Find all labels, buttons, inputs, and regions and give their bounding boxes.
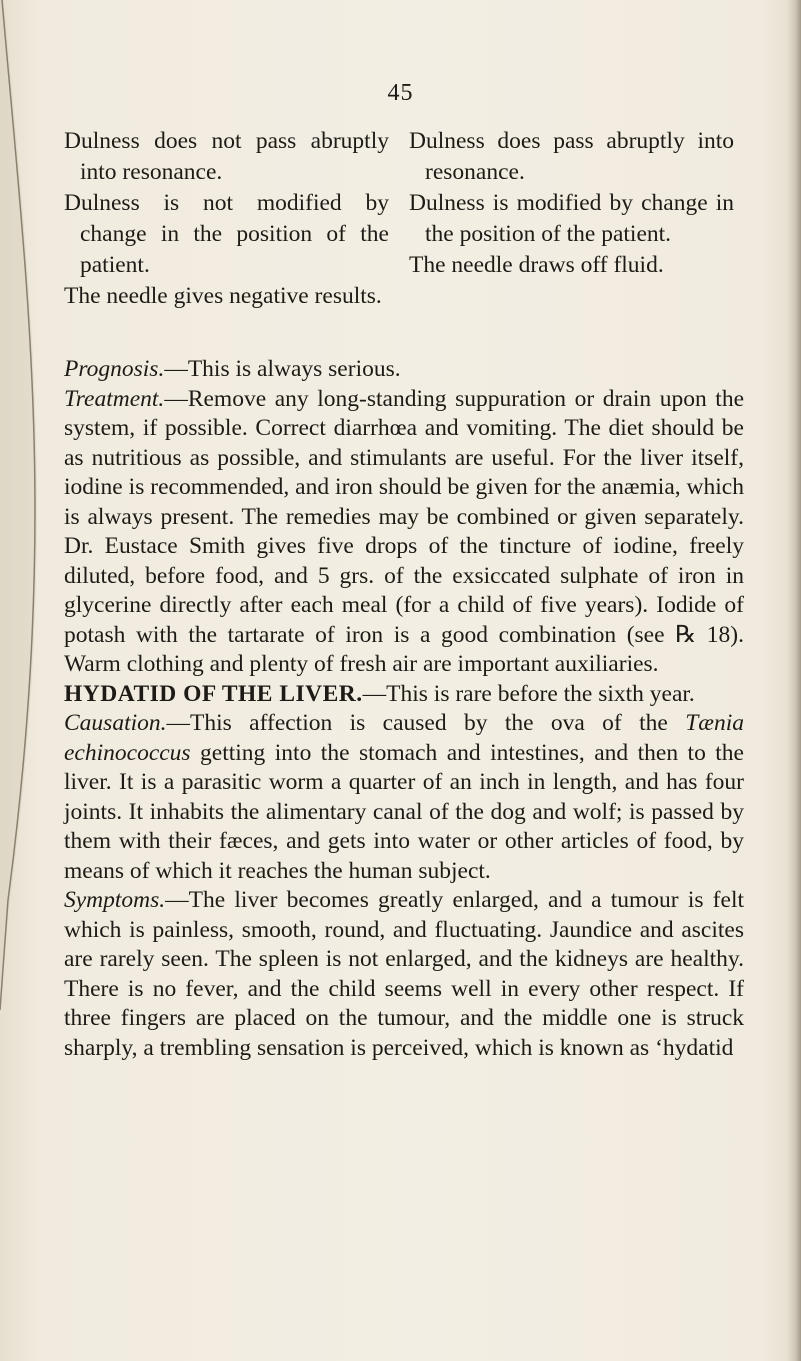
treatment-text: —Remove any long-standing suppuration or drain upon the system, if possible. Correct diarrhœa and vomiting. The diet should be as nutritious as possible, and stimulants are useful. For the liver itself, iodine is recommended, and iron should be given for the anæmia, which is always present. The remedies may be combined or given separately. Dr. Eustace Smith gives five drops of the tincture of iodine, freely diluted, before food, and 5 grs. of the exsiccated sulphate of iron in glycerine directly after each meal (for a child of five years). Iodide of potash with the tartarate of iron is a good combination (see ℞ 18). Warm clothing and plenty of fresh air are important auxiliaries. bbox=[64, 385, 744, 677]
causation-text-after: getting into the stomach and intestines, and then to the liver. It is a parasitic worm a quarter of an inch in length, and has four joints. It inhabits the alimentary canal of the dog and wolf; is passed by them with their fæces, and gets into water or other articles of food, by means of which it reaches the human subject. bbox=[64, 739, 744, 884]
right-entry: Dulness does pass abruptly into resonance. bbox=[409, 128, 734, 185]
causation-text-before: —This affection is caused by the ova of the bbox=[166, 710, 686, 736]
right-column bbox=[409, 126, 734, 281]
hydatid-heading: HYDATID OF THE LIVER. bbox=[64, 680, 363, 707]
causation-paragraph bbox=[64, 709, 744, 886]
page-number: 45 bbox=[387, 80, 414, 106]
treatment-paragraph bbox=[64, 385, 744, 680]
symptoms-heading: Symptoms. bbox=[64, 887, 166, 913]
page-edge-shadow bbox=[787, 0, 801, 1361]
hydatid-paragraph bbox=[64, 680, 744, 710]
causation-heading: Causation. bbox=[64, 710, 167, 736]
left-column bbox=[64, 126, 389, 312]
left-entry: Dulness does not pass abruptly into resonance. bbox=[64, 128, 389, 185]
left-entry: Dulness is not modified by change in the position of the patient. bbox=[64, 190, 389, 278]
prognosis-text: —This is always serious. bbox=[164, 356, 401, 382]
species-name: Tænia echinococcus bbox=[64, 710, 744, 766]
left-entry: The needle gives negative results. bbox=[64, 283, 382, 309]
prognosis-paragraph bbox=[64, 355, 744, 385]
hydatid-text: —This is rare before the sixth year. bbox=[362, 680, 695, 707]
right-entry: Dulness is modified by change in the position of the patient. bbox=[409, 190, 734, 247]
prognosis-heading: Prognosis. bbox=[64, 356, 165, 382]
treatment-heading: Treatment. bbox=[64, 385, 165, 412]
symptoms-text: —The liver becomes greatly enlarged, and a tumour is felt which is painless, smooth, round, and fluctuating. Jaundice and ascites are rarely seen. The spleen is not enlarged, and the kidneys are healthy. There is no fever, and the child seems well in every other respect. If three fingers are placed on the tumour, and the middle one is struck sharply, a trembling sensation is perceived, which is known as ‘hydatid bbox=[64, 887, 744, 1061]
right-entry: The needle draws off fluid. bbox=[409, 252, 664, 278]
body-text bbox=[64, 355, 744, 1063]
symptoms-paragraph bbox=[64, 886, 744, 1063]
